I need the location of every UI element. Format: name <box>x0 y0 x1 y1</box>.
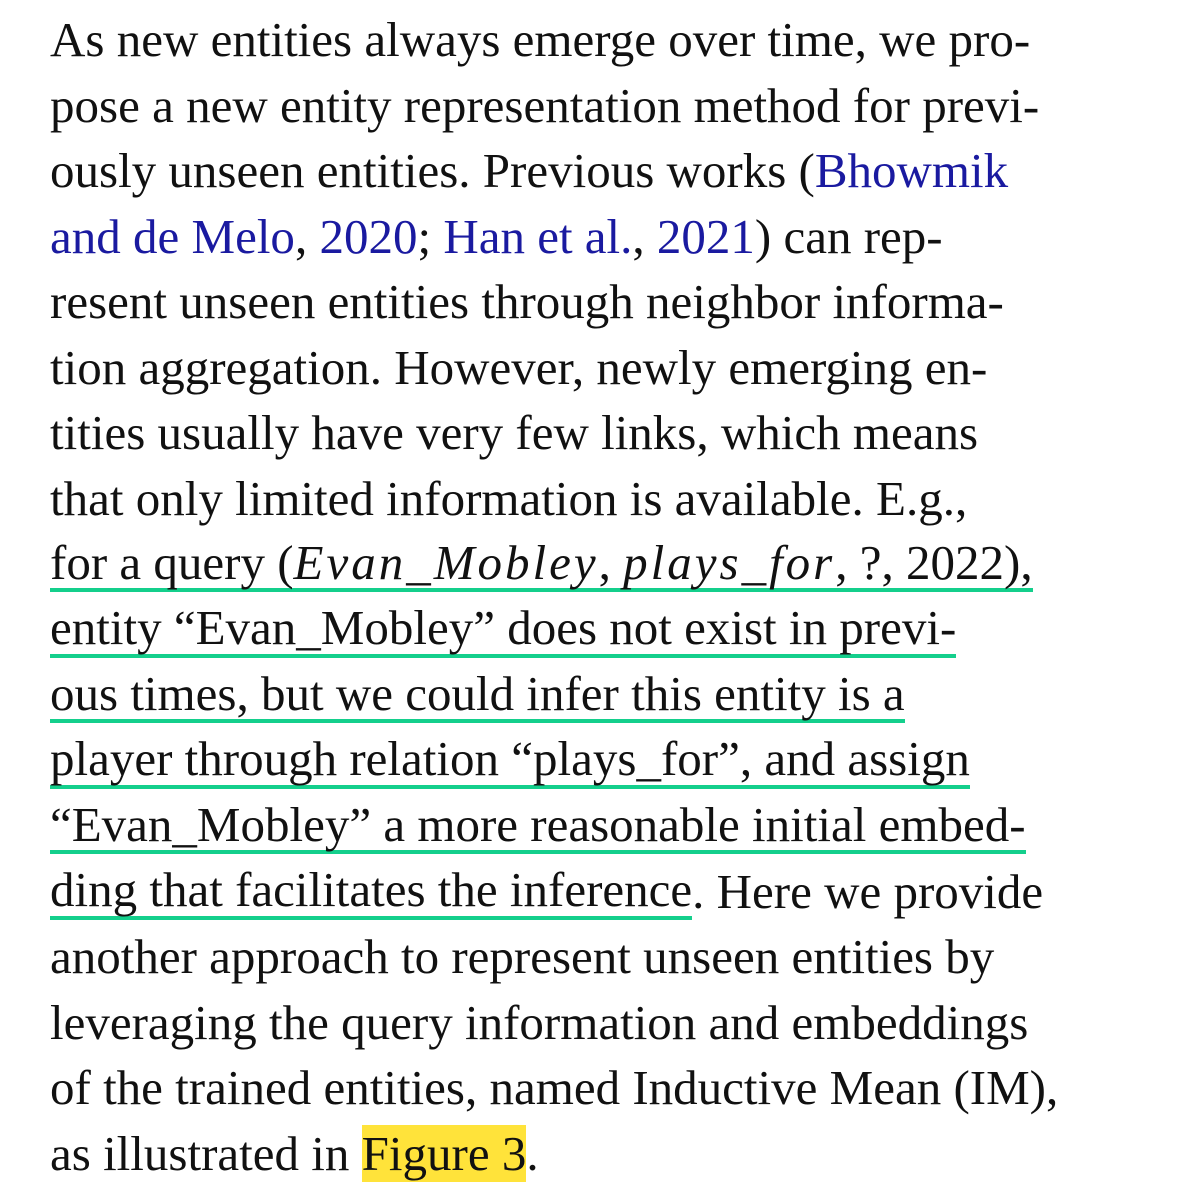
text-line <box>50 396 1100 462</box>
text-span: ously unseen entities. Previous works ( <box>50 143 815 198</box>
citation-link-han[interactable]: Han et al. <box>443 208 633 264</box>
citation-link-bhowmik[interactable]: Bhowmik <box>814 143 1009 198</box>
text-span: , <box>294 208 320 264</box>
highlighted-span <box>50 534 1033 592</box>
text-span: ) can rep- <box>754 208 943 264</box>
text-line <box>50 789 1100 855</box>
paragraph <box>50 0 1100 1182</box>
text-line <box>50 199 1100 265</box>
citation-year-2020[interactable]: 2020 <box>319 208 418 264</box>
text-span: As new entities always emerge over time, we pro- <box>50 12 1031 67</box>
citation-year-2021[interactable]: 2021 <box>656 208 755 264</box>
text-span: tities usually have very few links, which means <box>50 405 979 460</box>
text-line <box>50 68 1100 134</box>
text-span: leveraging the query information and embeddings <box>50 994 1029 1050</box>
text-span: resent unseen entities through neighbor informa- <box>50 274 1004 329</box>
text-span: , ?, 2022), <box>835 534 1033 590</box>
highlighted-span: ding that facilitates the inference <box>50 864 692 919</box>
text-span: ; <box>417 208 444 264</box>
text-line <box>50 592 1100 658</box>
highlighted-span: player through relation “plays_for”, and assign <box>50 733 970 788</box>
text-span: for a query ( <box>50 534 294 590</box>
text-span: as illustrated in <box>50 1125 362 1181</box>
text-line <box>50 1116 1100 1182</box>
text-line <box>50 330 1100 396</box>
figure-reference-link[interactable]: Figure 3 <box>361 1125 527 1181</box>
math-entity: Evan_Mobley <box>293 534 599 590</box>
text-line <box>50 920 1100 986</box>
math-relation: plays_for <box>623 534 836 590</box>
text-line <box>50 265 1100 331</box>
text-line <box>50 985 1100 1051</box>
citation-link-bhowmik-cont[interactable]: and de Melo <box>50 208 295 264</box>
text-line <box>50 854 1100 920</box>
text-line <box>50 461 1100 527</box>
text-line <box>50 658 1100 724</box>
text-span: , <box>598 534 624 590</box>
text-span: of the trained entities, named Inductive Mean (IM), <box>50 1060 1059 1115</box>
text-line <box>50 1051 1100 1117</box>
highlighted-span: “Evan_Mobley” a more reasonable initial embed- <box>50 799 1026 854</box>
text-span: pose a new entity representation method for previ- <box>50 77 1040 133</box>
text-line <box>50 723 1100 789</box>
highlighted-span: ous times, but we could infer this entity is a <box>50 668 905 723</box>
highlighted-span: entity “Evan_Mobley” does not exist in previ- <box>50 602 956 657</box>
text-span: , <box>632 208 657 264</box>
text-span: another approach to represent unseen entities by <box>50 929 995 984</box>
text-span: tion aggregation. However, newly emerging en- <box>50 339 988 395</box>
text-span: that only limited information is available. E.g., <box>50 470 968 526</box>
text-span: . <box>526 1125 539 1181</box>
text-line <box>50 527 1100 593</box>
text-line <box>50 0 1100 68</box>
text-line <box>50 134 1100 200</box>
text-span: . Here we provide <box>692 863 1044 919</box>
